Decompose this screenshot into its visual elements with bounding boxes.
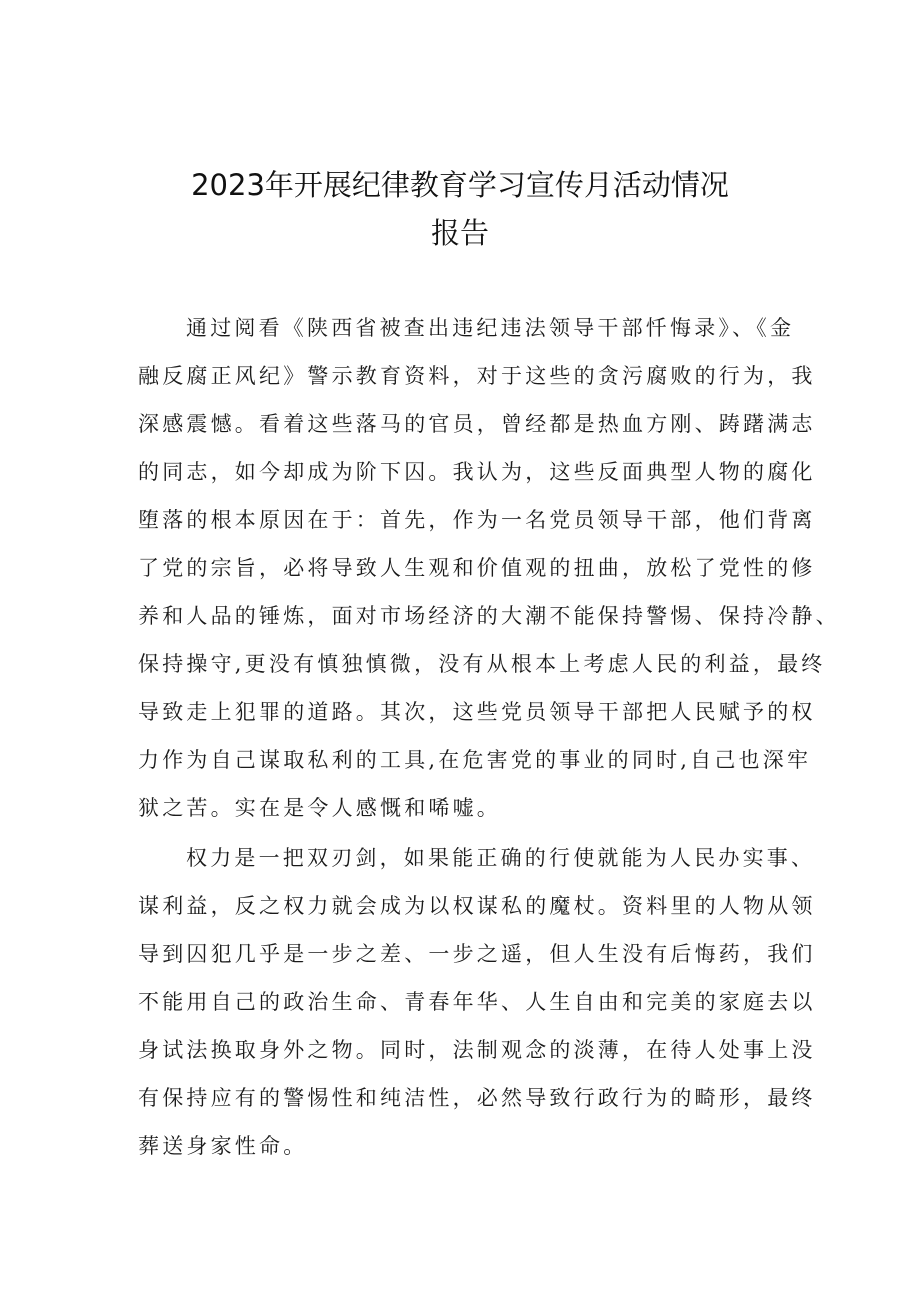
paragraph-2-line-6: 有保持应有的警惕性和纯洁性，必然导致行政行为的畸形，最终 xyxy=(138,1086,816,1110)
document-title-line-1: 2023年开展纪律教育学习宣传月活动情况 xyxy=(191,168,729,202)
paragraph-2-line-1: 权力是一把双刃剑，如果能正确的行使就能为人民办实事、 xyxy=(186,846,816,870)
paragraph-2-line-3: 导到囚犯几乎是一步之差、一步之遥，但人生没有后悔药，我们 xyxy=(138,942,816,966)
paragraph-1-line-5: 堕落的根本原因在于：首先，作为一名党员领导干部，他们背离 xyxy=(138,508,816,532)
paragraph-1-line-9: 导致走上犯罪的道路。其次，这些党员领导干部把人民赋予的权 xyxy=(138,700,816,724)
paragraph-1-line-2: 融反腐正风纪》警示教育资料，对于这些的贪污腐败的行为，我 xyxy=(138,364,816,388)
paragraph-1-line-6: 了党的宗旨，必将导致人生观和价值观的扭曲，放松了党性的修 xyxy=(138,556,816,580)
paragraph-1-line-1: 通过阅看《陕西省被查出违纪违法领导干部忏悔录》、《金 xyxy=(186,316,795,340)
paragraph-2-line-2: 谋利益，反之权力就会成为以权谋私的魔杖。资料里的人物从领 xyxy=(138,894,816,918)
paragraph-1-line-11: 狱之苦。实在是令人感慨和唏嘘。 xyxy=(138,796,501,820)
paragraph-1-line-8: 保持操守,更没有慎独慎微，没有从根本上考虑人民的利益，最终 xyxy=(138,652,826,676)
paragraph-1-line-4: 的同志，如今却成为阶下囚。我认为，这些反面典型人物的腐化 xyxy=(138,460,816,484)
document-title-line-2: 报告 xyxy=(430,216,489,250)
paragraph-1-line-3: 深感震憾。看着这些落马的官员，曾经都是热血方刚、踌躇满志 xyxy=(138,412,816,436)
paragraph-2-line-7: 葬送身家性命。 xyxy=(138,1134,308,1158)
paragraph-1-line-10: 力作为自己谋取私利的工具,在危害党的事业的同时,自己也深牢 xyxy=(138,748,812,772)
paragraph-1-line-7: 养和人品的锤炼，面对市场经济的大潮不能保持警惕、保持冷静、 xyxy=(138,604,840,628)
paragraph-2-line-4: 不能用自己的政治生命、青春年华、人生自由和完美的家庭去以 xyxy=(138,990,816,1014)
paragraph-2-line-5: 身试法换取身外之物。同时，法制观念的淡薄，在待人处事上没 xyxy=(138,1038,816,1062)
